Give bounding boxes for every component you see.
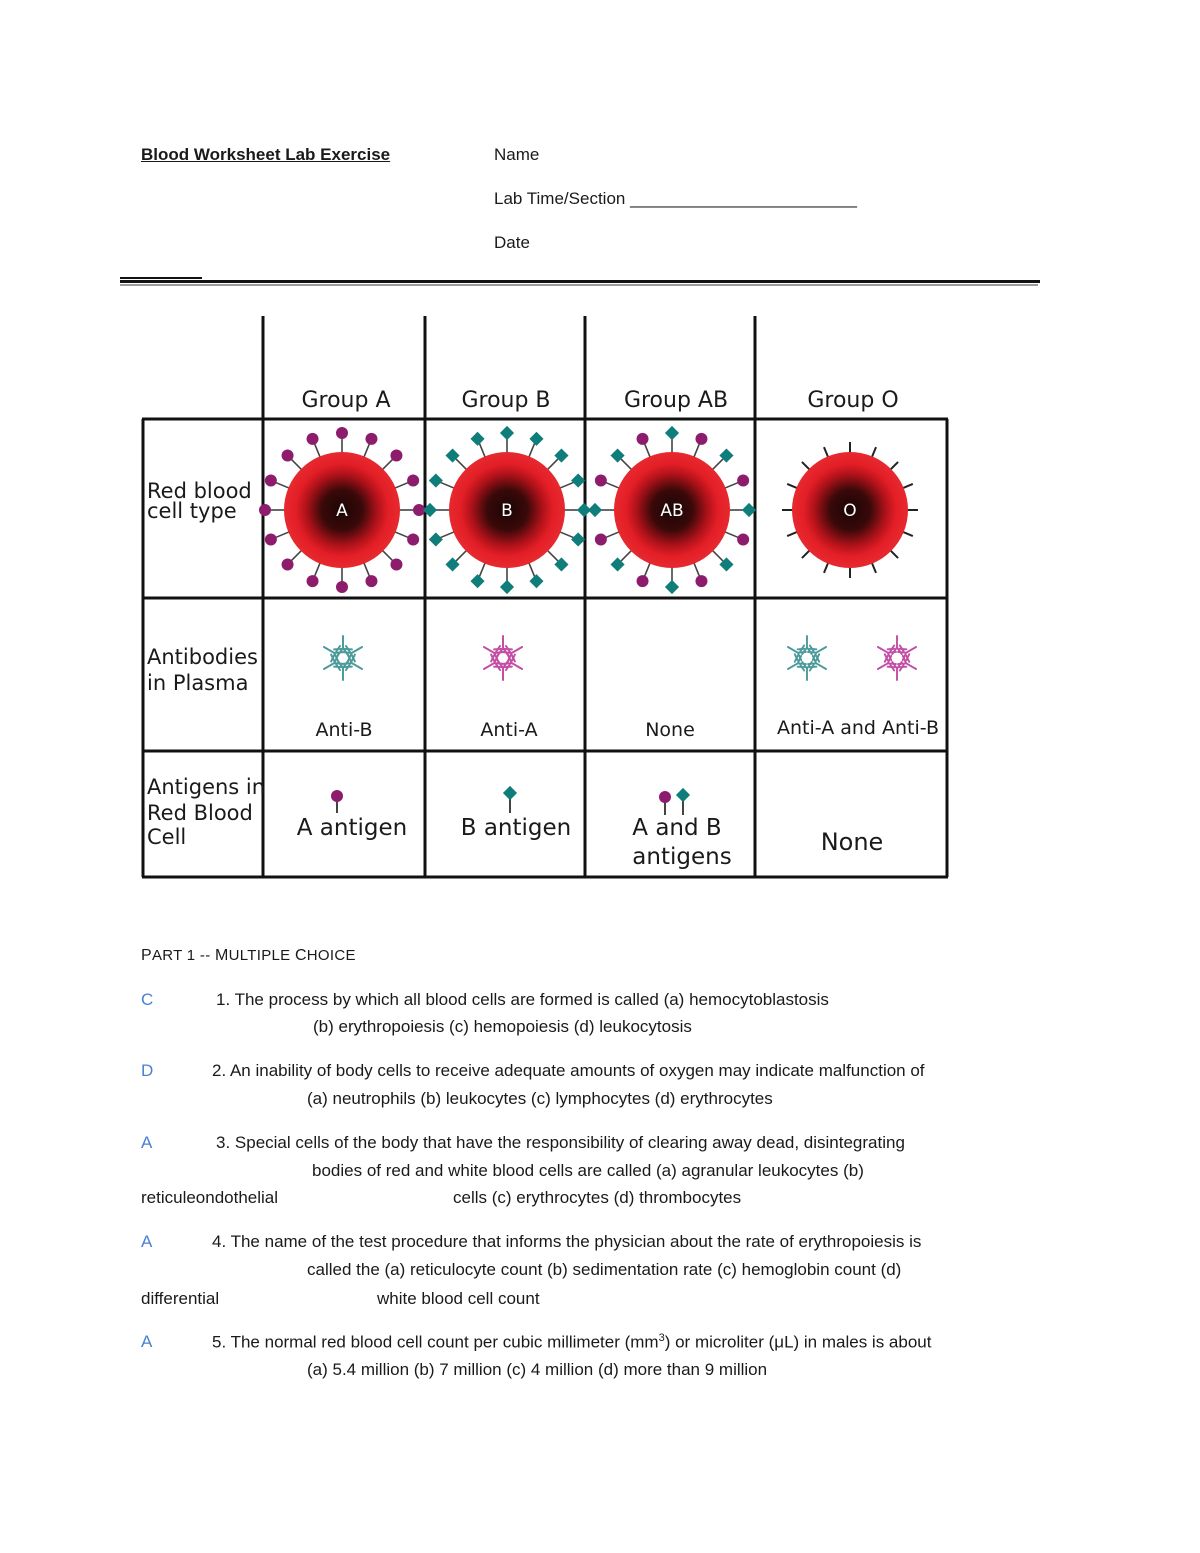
svg-text:O: O <box>843 501 857 521</box>
q1-line2: (b) erythropoiesis (c) hemopoiesis (d) leukocytosis <box>313 1017 692 1036</box>
svg-text:A: A <box>336 501 348 521</box>
answer-q4[interactable]: A <box>141 1232 153 1251</box>
column-header-group-ab: Group AB <box>623 388 729 413</box>
row-label-antibodies-line1: Antibodies <box>147 645 258 669</box>
q3-line3b: cells (c) erythrocytes (d) thrombocytes <box>453 1188 742 1207</box>
answer-q3[interactable]: A <box>141 1133 153 1152</box>
q4-line3a: differential <box>141 1289 220 1308</box>
antigen-label-group-ab-line1: A and B <box>632 815 722 841</box>
a-antigen-icon <box>331 790 343 813</box>
antibody-label-group-o: Anti-A and Anti-B <box>776 717 940 739</box>
q2-line2: (a) neutrophils (b) leukocytes (c) lymphocytes (d) erythrocytes <box>307 1089 773 1108</box>
lab-time-label: Lab Time/Section <box>494 189 626 208</box>
q3-line3a: reticuleondothelial <box>141 1188 279 1207</box>
antibody-label-group-a: Anti-B <box>315 719 373 741</box>
lab-time-row <box>494 189 857 209</box>
q3-line2: bodies of red and white blood cells are called (a) agranular leukocytes (b) <box>312 1161 864 1180</box>
anti-a-and-anti-b-antibody-icon <box>785 636 920 680</box>
antibody-label-group-b: Anti-A <box>480 719 538 741</box>
antigen-label-group-b: B antigen <box>460 815 572 841</box>
ab-antigens-icon <box>659 788 690 815</box>
answer-q1[interactable]: C <box>141 990 154 1009</box>
column-header-group-a: Group A <box>301 388 391 413</box>
row-label-antigens-line3: Cell <box>147 825 187 849</box>
divider-shadow <box>120 284 1038 286</box>
q3-line1: 3. Special cells of the body that have the responsibility of clearing away dead, disintegrating <box>216 1133 905 1152</box>
q2-line1: 2. An inability of body cells to receive adequate amounts of oxygen may indicate malfunction of <box>212 1061 925 1080</box>
answer-q5[interactable]: A <box>141 1332 153 1351</box>
q5-line2: (a) 5.4 million (b) 7 million (c) 4 million (d) more than 9 million <box>307 1360 768 1379</box>
divider-stub <box>120 277 202 279</box>
row-label-antigens-line2: Red Blood <box>147 801 253 825</box>
q4-line2: called the (a) reticulocyte count (b) sedimentation rate (c) hemoglobin count (d) <box>307 1260 902 1279</box>
name-label: Name <box>494 145 540 164</box>
red-blood-cell-b-icon <box>423 426 591 594</box>
blood-group-table <box>140 310 955 885</box>
red-blood-cell-ab-icon <box>588 426 756 594</box>
q1-line1: 1. The process by which all blood cells are formed is called (a) hemocytoblastosis <box>216 990 829 1009</box>
worksheet-title: Blood Worksheet Lab Exercise <box>141 145 391 164</box>
q5-line1: 5. The normal red blood cell count per cubic millimeter $(mm^3)$ or microliter (μL) in males is about <box>212 1332 932 1352</box>
anti-a-antibody-icon <box>480 636 525 680</box>
red-blood-cell-o-icon <box>782 442 918 578</box>
antigen-label-group-ab-line2: antigens <box>632 844 732 870</box>
antigen-label-group-a: A antigen <box>296 815 408 841</box>
svg-text:AB: AB <box>660 501 684 521</box>
row-label-antigens-line1: Antigens in <box>147 775 266 799</box>
lab-time-blank[interactable]: ________________________ <box>630 189 858 208</box>
row-label-antibodies-line2: in Plasma <box>147 671 249 695</box>
date-label: Date <box>494 233 530 252</box>
svg-text:B: B <box>501 501 513 521</box>
q4-line3b: white blood cell count <box>377 1289 540 1308</box>
column-header-group-b: Group B <box>461 388 551 413</box>
column-header-group-o: Group O <box>807 388 899 413</box>
row-label-rbc-line1: Red blood <box>147 479 252 503</box>
antibody-label-group-ab: None <box>645 719 695 741</box>
anti-b-antibody-icon <box>320 636 365 680</box>
part1-title: PART 1 -- MULTIPLE CHOICE <box>141 947 356 964</box>
red-blood-cell-a-icon <box>259 427 425 593</box>
row-label-rbc-line2: cell type <box>147 499 237 523</box>
b-antigen-icon <box>503 786 517 813</box>
antigen-label-group-o: None <box>820 828 884 856</box>
q4-line1: 4. The name of the test procedure that informs the physician about the rate of erythropoiesis is <box>212 1232 922 1251</box>
answer-q2[interactable]: D <box>141 1061 154 1080</box>
divider-rule <box>120 280 1040 283</box>
